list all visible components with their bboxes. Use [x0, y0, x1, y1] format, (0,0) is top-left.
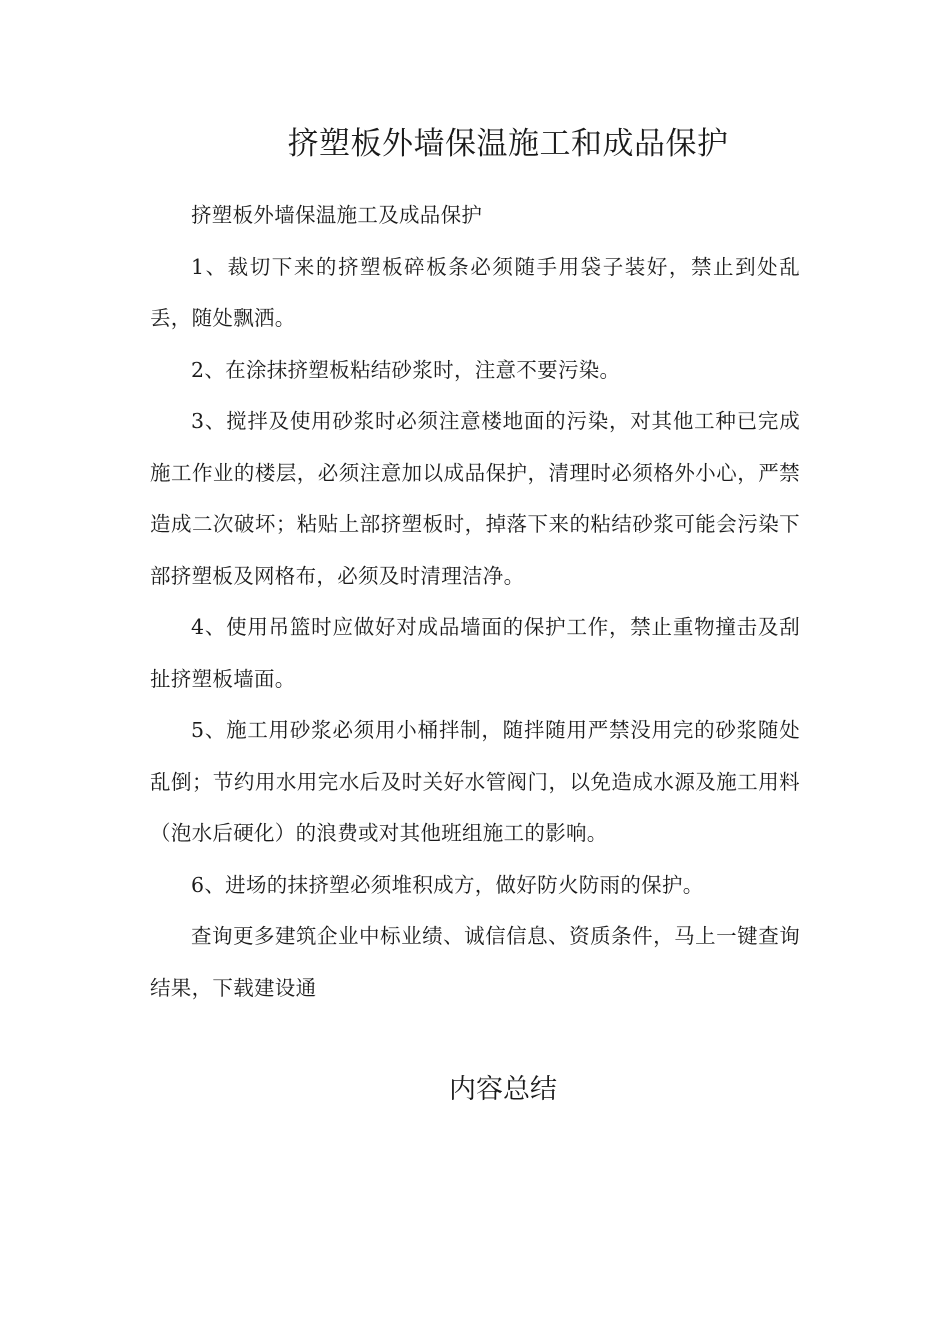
document-title: 挤塑板外墙保温施工和成品保护 [287, 126, 729, 162]
paragraph-subtitle: 挤塑板外墙保温施工及成品保护 [191, 203, 483, 227]
paragraph-item-1: 1、裁切下来的挤塑板碎板条必须随手用袋子装好，禁止到处乱丢，随处飘洒。 [150, 254, 800, 330]
paragraph-item-4: 4、使用吊篮时应做好对成品墙面的保护工作，禁止重物撞击及刮扯挤塑板墙面。 [150, 615, 800, 691]
paragraph-item-6: 6、进场的抹挤塑必须堆积成方，做好防火防雨的保护。 [191, 872, 704, 897]
paragraph-item-5: 5、施工用砂浆必须用小桶拌制，随拌随用严禁没用完的砂浆随处乱倒；节约用水用完水后及时关好水管阀门，以免造成水源及施工用料（泡水后硬化）的浪费或对其他班组施工的影响。 [150, 718, 800, 845]
summary-heading: 内容总结 [449, 1074, 557, 1105]
paragraph-item-3: 3、搅拌及使用砂浆时必须注意楼地面的污染，对其他工种已完成施工作业的楼层，必须注意加以成品保护，清理时必须格外小心，严禁造成二次破坏；粘贴上部挤塑板时，掉落下来的粘结砂浆可能会污染下部挤塑板及网格布，必须及时清理洁净。 [150, 409, 800, 588]
paragraph-promo: 查询更多建筑企业中标业绩、诚信信息、资质条件，马上一键查询结果，下载建设通 [150, 924, 800, 1000]
document-body [150, 190, 800, 1014]
paragraph-item-2: 2、在涂抹挤塑板粘结砂浆时，注意不要污染。 [191, 357, 621, 382]
